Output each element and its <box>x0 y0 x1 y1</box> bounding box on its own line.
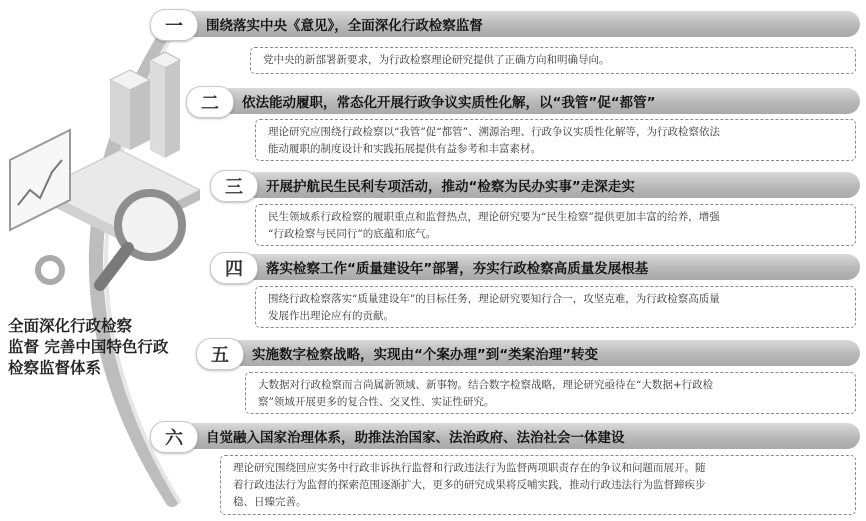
item-body-5 <box>245 372 856 414</box>
item-body-3 <box>255 204 856 246</box>
body-line: 着行政违法行为监督的探索范围逐渐扩大，更多的研究成果将反哺实践，推动行政违法行为监督蹄疾步 <box>233 479 706 491</box>
item-title-1: 围绕落实中央《意见》，全面深化行政检察监督 <box>192 11 860 37</box>
item-number-6: 六 <box>150 421 198 453</box>
caption-line: 全面深化行政检察 <box>8 317 133 335</box>
body-line: 民生领域系行政检察的履职重点和监督热点，理论研究要为“民生检察”提供更加丰富的给养，增强 <box>268 211 720 223</box>
diagram-caption <box>8 316 208 379</box>
body-line: 围绕行政检察落实“质量建设年”的目标任务，理论研究要知行合一，攻坚克难，为行政检察高质量 <box>268 293 720 305</box>
body-line: 党中央的新部署新要求，为行政检察理论研究提供了正确方向和明确导向。 <box>263 54 610 66</box>
item-body-6 <box>220 455 856 515</box>
item-number-3: 三 <box>210 170 258 202</box>
data-analysis-illustration <box>0 0 210 300</box>
item-number-4: 四 <box>210 252 258 284</box>
body-line: 能动履职的制度设计和实践拓展提供有益参考和丰富素材。 <box>268 143 541 155</box>
item-title-6: 自觉融入国家治理体系，助推法治国家、法治政府、法治社会一体建设 <box>192 423 860 449</box>
item-title-3: 开展护航民生民利专项活动，推动“检察为民办实事”走深走实 <box>252 172 860 198</box>
item-body-1 <box>250 47 856 74</box>
item-number-5: 五 <box>196 338 244 370</box>
body-line: 稳、日臻完善。 <box>233 496 307 508</box>
item-title-5: 实施数字检察战略，实现由“个案办理”到“类案治理”转变 <box>238 340 860 366</box>
body-line: 理论研究应围绕行政检察以“我管”促“都管”、溯源治理、行政争议实质性化解等，为行政检察依法 <box>268 126 720 138</box>
item-body-2 <box>255 119 856 161</box>
item-title-4: 落实检察工作“质量建设年”部署，夯实行政检察高质量发展根基 <box>252 254 860 280</box>
item-number-1: 一 <box>150 9 198 41</box>
caption-line: 监督 完善中国特色行政 <box>8 338 169 356</box>
body-line: 理论研究围绕回应实务中行政非诉执行监督和行政违法行为监督两项职责存在的争议和问题而展开。随 <box>233 462 706 474</box>
body-line: 大数据对行政检察而言尚属新领域、新事物。结合数字检察战略，理论研究亟待在“大数据+行政检 <box>258 379 714 391</box>
item-number-2: 二 <box>186 86 234 118</box>
item-title-2: 依法能动履职，常态化开展行政争议实质性化解，以“我管”促“都管” <box>228 88 860 114</box>
body-line: 发展作出理论应有的贡献。 <box>268 310 394 322</box>
body-line: “行政检察与民同行”的底蕴和底气。 <box>268 228 437 240</box>
caption-line: 检察监督体系 <box>8 359 102 377</box>
body-line: 察”领域开展更多的复合性、交叉性、实证性研究。 <box>258 396 495 408</box>
item-body-4 <box>255 286 856 328</box>
